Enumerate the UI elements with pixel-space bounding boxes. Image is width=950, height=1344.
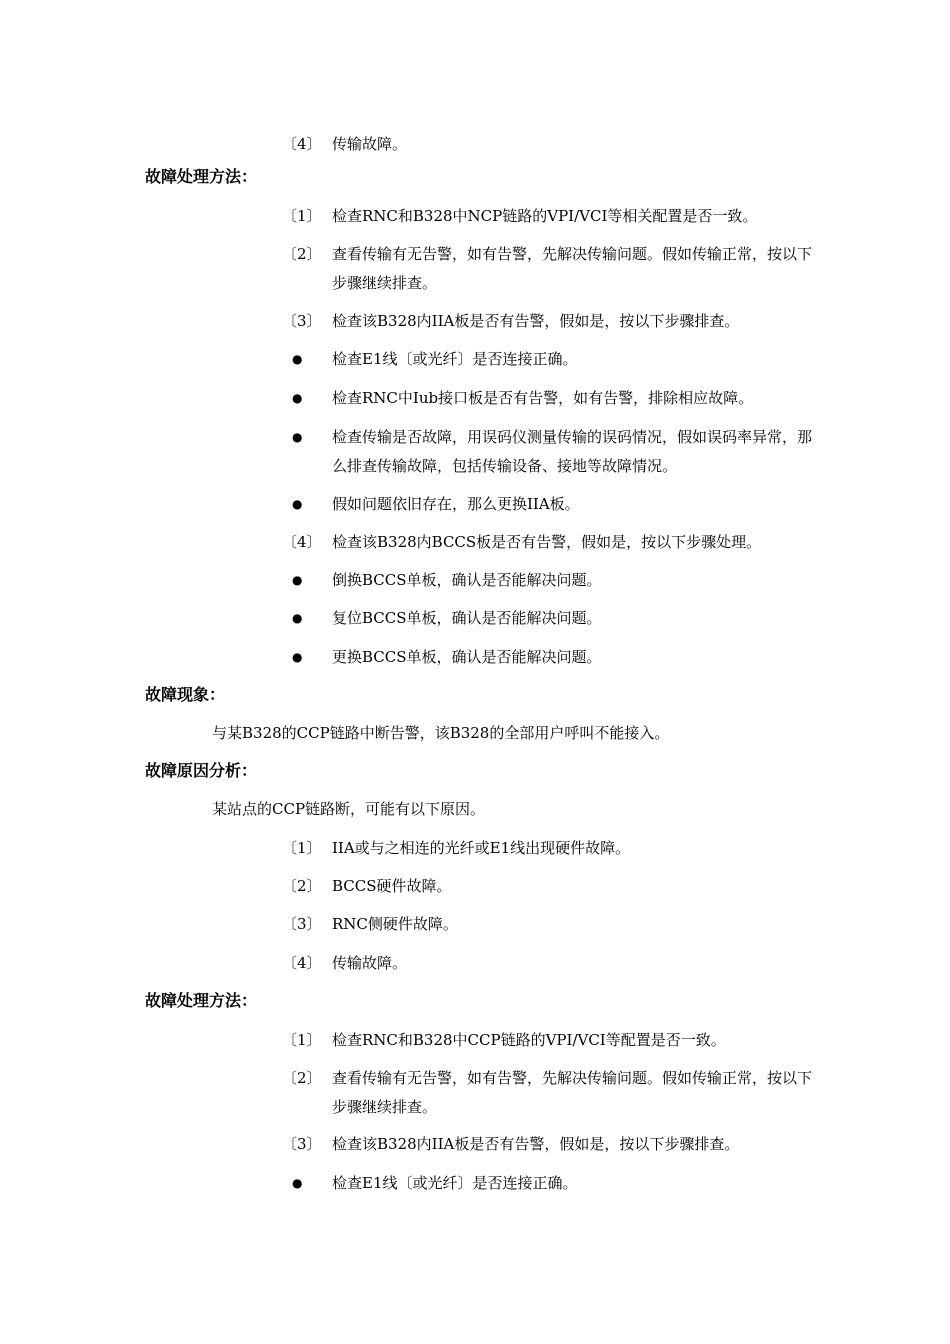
bullet-icon: ● xyxy=(292,497,303,511)
list-marker: 〔1〕 xyxy=(282,1031,322,1049)
bullet-icon: ● xyxy=(292,1176,303,1190)
bullet-item-text: 更换BCCS单板，确认是否能解决问题。 xyxy=(332,648,602,666)
list-item-text: 传输故障。 xyxy=(332,135,408,153)
bullet-item-text: 检查E1线〔或光纤〕是否连接正确。 xyxy=(332,350,578,368)
bullet-item-text: 假如问题依旧存在，那么更换IIA板。 xyxy=(332,495,580,513)
list-item-text: 检查该B328内IIA板是否有告警，假如是，按以下步骤排查。 xyxy=(332,1135,740,1153)
list-marker: 〔4〕 xyxy=(282,954,322,972)
section-heading-text: 故障原因分析： xyxy=(145,761,258,780)
list-item-text: 检查RNC和B328中NCP链路的VPI/VCI等相关配置是否一致。 xyxy=(332,207,758,225)
list-marker: 〔2〕 xyxy=(282,245,322,263)
list-item-text: 传输故障。 xyxy=(332,954,408,972)
bullet-icon: ● xyxy=(292,650,303,664)
bullet-item-text: 倒换BCCS单板，确认是否能解决问题。 xyxy=(332,571,602,589)
bullet-item-text: 复位BCCS单板，确认是否能解决问题。 xyxy=(332,609,602,627)
list-marker: 〔4〕 xyxy=(282,533,322,551)
bullet-item-text: 检查传输是否故障，用误码仪测量传输的误码情况，假如误码率异常，那么排查传输故障，包括传输设备、接地等故障情况。 xyxy=(332,428,813,475)
bullet-icon: ● xyxy=(292,573,303,587)
list-marker: 〔3〕 xyxy=(282,1135,322,1153)
bullet-icon: ● xyxy=(292,391,303,405)
paragraph-text: 与某B328的CCP链路中断告警，该B328的全部用户呼叫不能接入。 xyxy=(212,724,670,742)
list-marker: 〔1〕 xyxy=(282,207,322,225)
list-item-text: RNC侧硬件故障。 xyxy=(332,915,458,933)
bullet-item-text: 检查RNC中Iub接口板是否有告警，如有告警，排除相应故障。 xyxy=(332,389,754,407)
bullet-item-text: 检查E1线〔或光纤〕是否连接正确。 xyxy=(332,1174,578,1192)
bullet-icon: ● xyxy=(292,611,303,625)
list-item-text: IIA或与之相连的光纤或E1线出现硬件故障。 xyxy=(332,839,631,857)
list-item-text: 查看传输有无告警，如有告警，先解决传输问题。假如传输正常，按以下步骤继续排查。 xyxy=(332,1069,813,1116)
list-marker: 〔2〕 xyxy=(282,877,322,895)
list-marker: 〔3〕 xyxy=(282,312,322,330)
list-marker: 〔2〕 xyxy=(282,1069,322,1087)
section-heading-text: 故障处理方法： xyxy=(145,991,258,1010)
bullet-icon: ● xyxy=(292,352,303,366)
list-item-text: 检查该B328内BCCS板是否有告警，假如是，按以下步骤处理。 xyxy=(332,533,762,551)
list-item-text: 查看传输有无告警，如有告警，先解决传输问题。假如传输正常，按以下步骤继续排查。 xyxy=(332,245,813,292)
list-item-text: 检查RNC和B328中CCP链路的VPI/VCI等配置是否一致。 xyxy=(332,1031,726,1049)
list-marker: 〔1〕 xyxy=(282,839,322,857)
list-marker: 〔4〕 xyxy=(282,135,322,153)
section-heading-text: 故障现象： xyxy=(145,685,226,704)
section-heading-text: 故障处理方法： xyxy=(145,167,258,186)
list-item-text: BCCS硬件故障。 xyxy=(332,877,452,895)
list-marker: 〔3〕 xyxy=(282,915,322,933)
bullet-icon: ● xyxy=(292,430,303,444)
list-item-text: 检查该B328内IIA板是否有告警，假如是，按以下步骤排查。 xyxy=(332,312,740,330)
paragraph-text: 某站点的CCP链路断，可能有以下原因。 xyxy=(212,800,486,818)
